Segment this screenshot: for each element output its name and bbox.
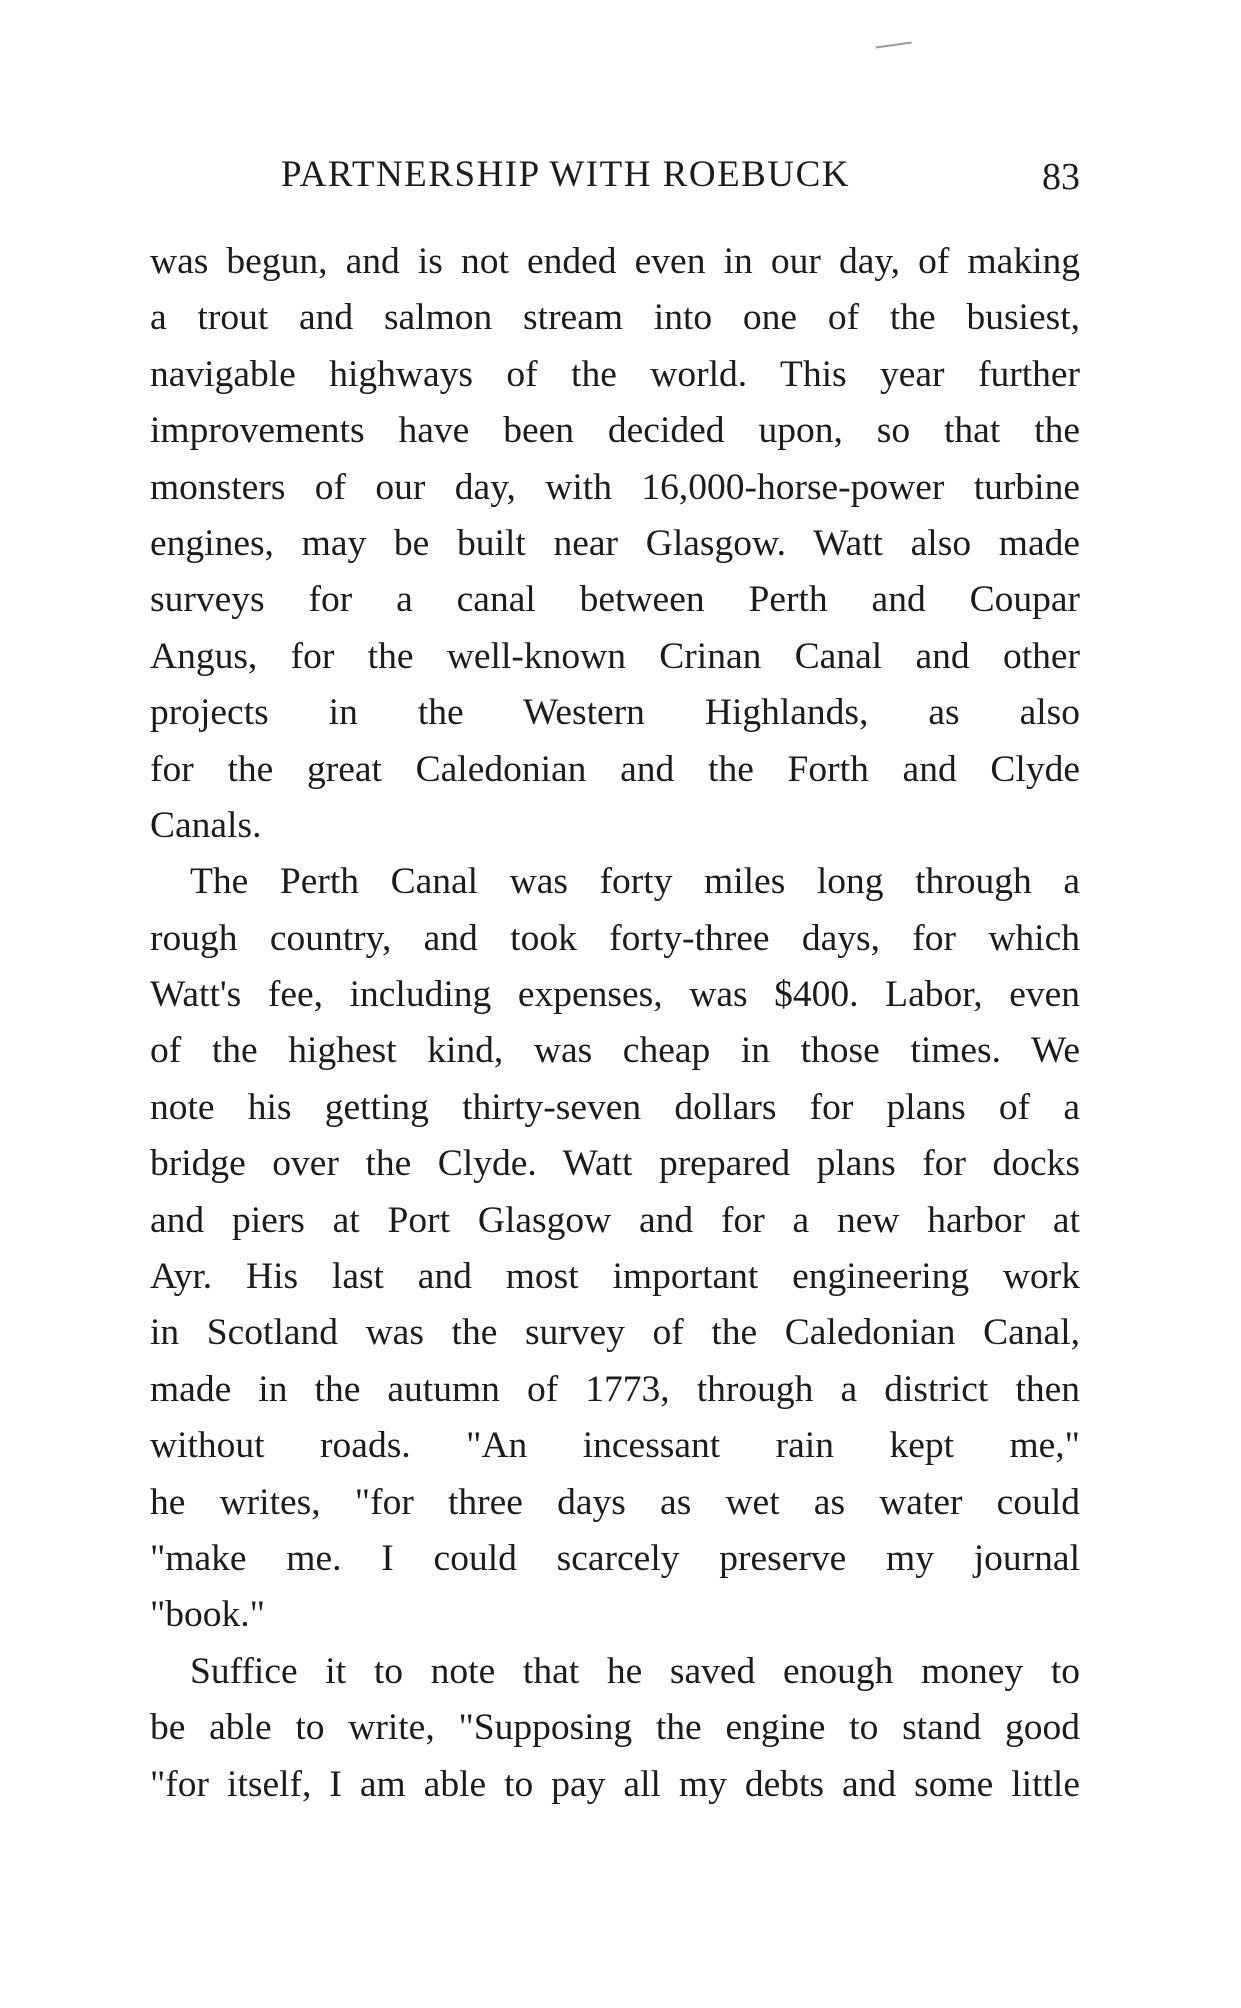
page-number: 83 (1042, 156, 1080, 198)
paragraph-2 (150, 854, 1080, 1643)
text-line: Suffice it to note that he saved enough money to (190, 1650, 1080, 1692)
text-line: rough country, and took forty-three days, for which (150, 917, 1080, 959)
text-line: bridge over the Clyde. Watt prepared plans for docks (150, 1143, 1080, 1185)
text-line: Ayr. His last and most important engineering work (150, 1256, 1080, 1298)
text-line: The Perth Canal was forty miles long through a (190, 861, 1080, 903)
text-line: in Scotland was the survey of the Caledonian Canal, (150, 1312, 1080, 1354)
text-line: monsters of our day, with 16,000-horse-power turbine (150, 466, 1080, 508)
text-line: Canals. (150, 804, 262, 846)
paragraph-3 (150, 1644, 1080, 1813)
running-head-title: PARTNERSHIP WITH ROEBUCK (281, 154, 850, 195)
running-head (150, 150, 1080, 200)
text-line: note his getting thirty-seven dollars for plans of a (150, 1086, 1080, 1128)
body-text (150, 234, 1080, 1813)
text-line: "make me. I could scarcely preserve my journal (150, 1537, 1080, 1579)
text-line: was begun, and is not ended even in our day, of making (150, 241, 1080, 282)
text-line: he writes, "for three days as wet as water could (150, 1481, 1080, 1523)
text-line: improvements have been decided upon, so that the (150, 410, 1080, 452)
text-line: Angus, for the well-known Crinan Canal and other (150, 635, 1080, 677)
ink-smudge (876, 42, 912, 53)
text-line: projects in the Western Highlands, as also (150, 692, 1080, 734)
text-line: be able to write, "Supposing the engine to stand good (150, 1707, 1080, 1749)
text-line: Watt's fee, including expenses, was $400. Labor, even (150, 974, 1080, 1016)
text-line: navigable highways of the world. This year further (150, 353, 1080, 395)
text-line: without roads. "An incessant rain kept me," (150, 1425, 1080, 1467)
text-line: a trout and salmon stream into one of the busiest, (150, 297, 1080, 339)
text-line: engines, may be built near Glasgow. Watt also made (150, 522, 1080, 564)
text-line: for the great Caledonian and the Forth and Clyde (150, 748, 1080, 790)
text-line: surveys for a canal between Perth and Coupar (150, 579, 1080, 621)
text-line: of the highest kind, was cheap in those times. We (150, 1030, 1080, 1072)
text-line: and piers at Port Glasgow and for a new harbor at (150, 1199, 1080, 1241)
paragraph-1 (150, 234, 1080, 854)
text-line: made in the autumn of 1773, through a district then (150, 1368, 1080, 1410)
text-line: "for itself, I am able to pay all my debts and some little (150, 1763, 1080, 1805)
text-line: "book." (150, 1594, 265, 1636)
